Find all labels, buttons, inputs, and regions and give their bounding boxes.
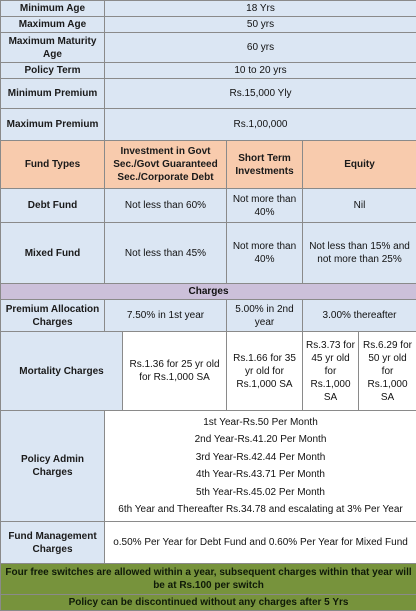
premium-allocation-row bbox=[1, 300, 416, 332]
debt-fund-govt: Not less than 60% bbox=[105, 189, 227, 223]
fund-management-label: Fund Management Charges bbox=[1, 522, 105, 564]
maximum-premium-value: Rs.1,00,000 bbox=[105, 109, 416, 141]
policy-admin-line: 2nd Year-Rs.41.20 Per Month bbox=[108, 431, 413, 449]
fund-types-header-row bbox=[1, 141, 416, 189]
fund-types-header: Fund Types bbox=[1, 141, 105, 189]
row-policy-term bbox=[1, 63, 416, 79]
debt-fund-equity: Nil bbox=[303, 189, 416, 223]
premium-allocation-thereafter: 3.00% thereafter bbox=[303, 300, 416, 332]
row-maximum-age bbox=[1, 17, 416, 33]
policy-admin-label: Policy Admin Charges bbox=[1, 411, 105, 522]
row-maximum-premium bbox=[1, 109, 416, 141]
mortality-charge-25: Rs.1.36 for 25 yr old for Rs.1,000 SA bbox=[123, 332, 227, 411]
debt-fund-label: Debt Fund bbox=[1, 189, 105, 223]
minimum-age-value: 18 Yrs bbox=[105, 1, 416, 17]
policy-admin-line: 4th Year-Rs.43.71 Per Month bbox=[108, 466, 413, 484]
minimum-premium-value: Rs.15,000 Yly bbox=[105, 79, 416, 109]
mortality-charge-45: Rs.3.73 for 45 yr old for Rs.1,000 SA bbox=[303, 332, 359, 411]
premium-allocation-label: Premium Allocation Charges bbox=[1, 300, 105, 332]
debt-fund-short-term: Not more than 40% bbox=[227, 189, 303, 223]
mixed-fund-govt: Not less than 45% bbox=[105, 223, 227, 284]
policy-term-label: Policy Term bbox=[1, 63, 105, 79]
policy-admin-line: 3rd Year-Rs.42.44 Per Month bbox=[108, 449, 413, 467]
minimum-premium-label: Minimum Premium bbox=[1, 79, 105, 109]
mixed-fund-row bbox=[1, 223, 416, 284]
maximum-age-value: 50 yrs bbox=[105, 17, 416, 33]
maximum-premium-label: Maximum Premium bbox=[1, 109, 105, 141]
mortality-charge-35: Rs.1.66 for 35 yr old for Rs.1,000 SA bbox=[227, 332, 303, 411]
switches-note-row bbox=[1, 564, 416, 595]
discontinue-note: Policy can be discontinued without any charges after 5 Yrs bbox=[1, 595, 416, 611]
maximum-maturity-age-value: 60 yrs bbox=[105, 33, 416, 63]
mortality-charge-50: Rs.6.29 for 50 yr old for Rs.1,000 SA bbox=[359, 332, 416, 411]
mortality-charges-row bbox=[1, 332, 416, 411]
row-maximum-maturity-age bbox=[1, 33, 416, 63]
row-minimum-age bbox=[1, 1, 416, 17]
policy-term-value: 10 to 20 yrs bbox=[105, 63, 416, 79]
short-term-header: Short Term Investments bbox=[227, 141, 303, 189]
mortality-charges-label: Mortality Charges bbox=[1, 332, 123, 411]
maximum-age-label: Maximum Age bbox=[1, 17, 105, 33]
policy-admin-lines bbox=[105, 411, 416, 522]
policy-admin-row bbox=[1, 411, 416, 522]
maximum-maturity-age-label: Maximum Maturity Age bbox=[1, 33, 105, 63]
charges-header-row bbox=[1, 284, 416, 300]
premium-allocation-first-year: 7.50% in 1st year bbox=[105, 300, 227, 332]
policy-admin-line: 1st Year-Rs.50 Per Month bbox=[108, 414, 413, 432]
policy-admin-line: 6th Year and Thereafter Rs.34.78 and escalating at 3% Per Year bbox=[108, 501, 413, 519]
switches-note: Four free switches are allowed within a year, subsequent charges within that year will be at Rs.100 per switch bbox=[1, 564, 416, 595]
mixed-fund-label: Mixed Fund bbox=[1, 223, 105, 284]
equity-header: Equity bbox=[303, 141, 416, 189]
policy-admin-line: 5th Year-Rs.45.02 Per Month bbox=[108, 484, 413, 502]
charges-header: Charges bbox=[1, 284, 416, 300]
mixed-fund-equity: Not less than 15% and not more than 25% bbox=[303, 223, 416, 284]
fund-management-row bbox=[1, 522, 416, 564]
row-minimum-premium bbox=[1, 79, 416, 109]
minimum-age-label: Minimum Age bbox=[1, 1, 105, 17]
premium-allocation-second-year: 5.00% in 2nd year bbox=[227, 300, 303, 332]
fund-management-value: o.50% Per Year for Debt Fund and 0.60% Per Year for Mixed Fund bbox=[105, 522, 416, 564]
debt-fund-row bbox=[1, 189, 416, 223]
mixed-fund-short-term: Not more than 40% bbox=[227, 223, 303, 284]
govt-securities-header: Investment in Govt Sec./Govt Guaranteed Sec./Corporate Debt bbox=[105, 141, 227, 189]
discontinue-note-row bbox=[1, 595, 416, 611]
